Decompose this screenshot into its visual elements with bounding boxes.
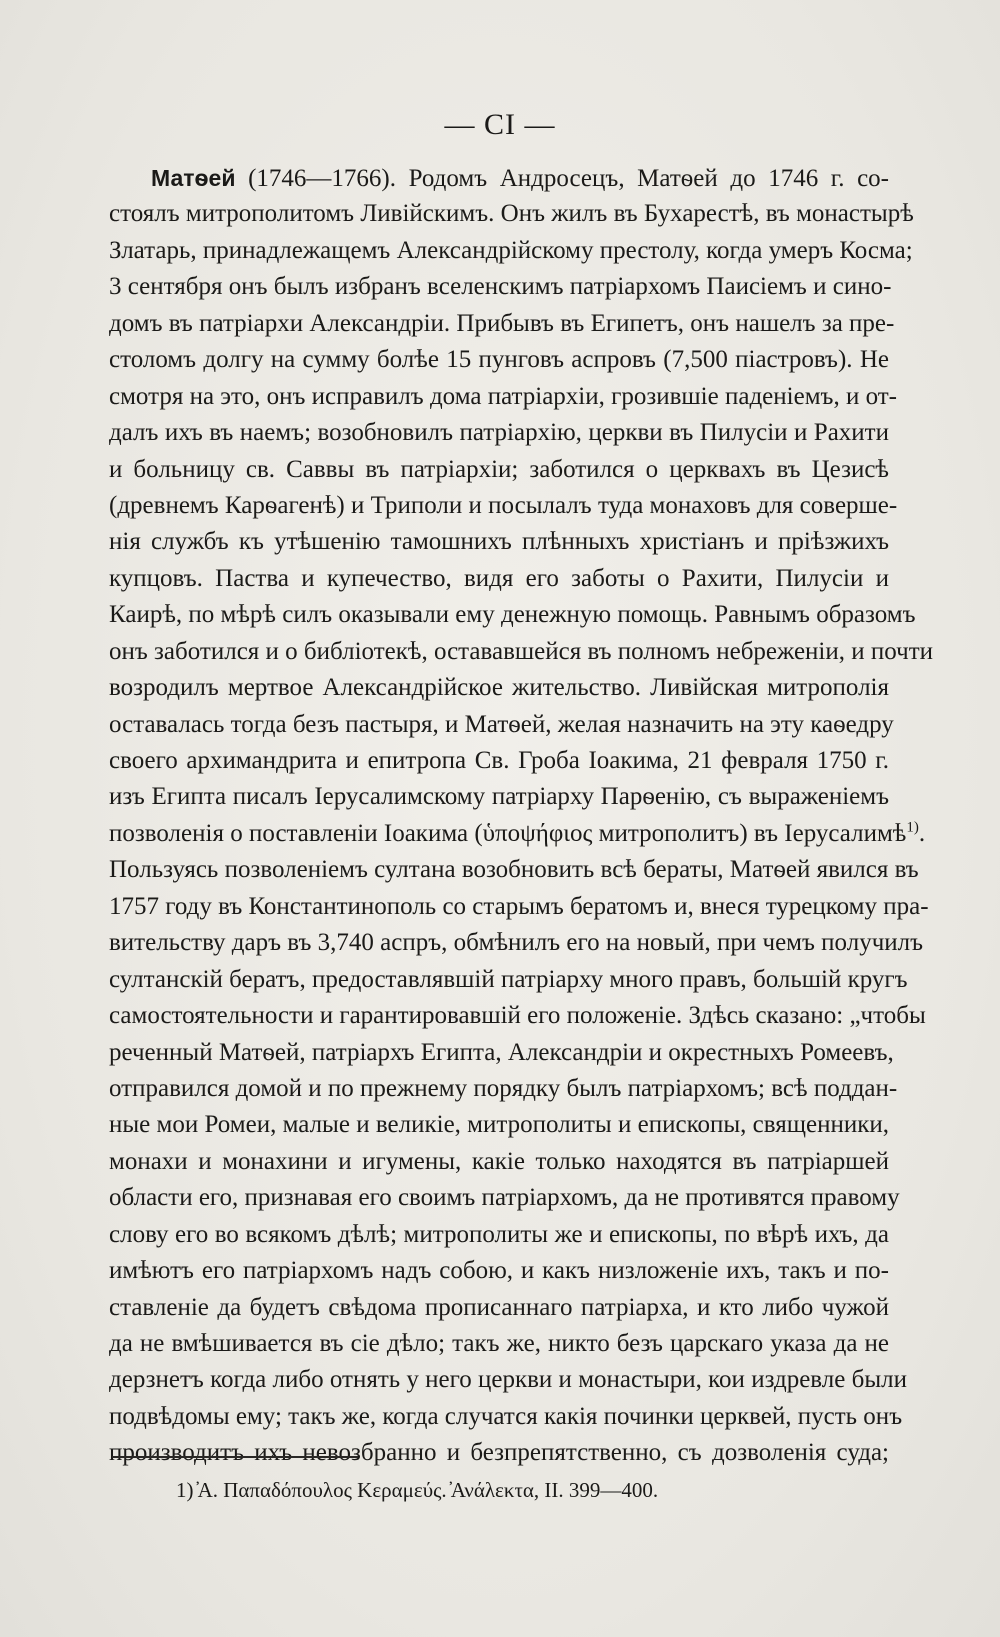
text-line: производитъ ихъ невозбранно и безпрепятственно, съ дозволенія суда; — [109, 1439, 889, 1467]
text-line: далъ ихъ въ наемъ; возобновилъ патріархію, церкви въ Пилусіи и Рахити — [109, 419, 889, 447]
text-line: Златарь, принадлежащемъ Александрійскому престолу, когда умеръ Косма; — [109, 236, 913, 264]
text-line: да не вмѣшивается въ сіе дѣло; такъ же, никто безъ царскаго указа да не — [109, 1330, 889, 1357]
text-line: слову его во всякомъ дѣлѣ; митрополиты же и епископы, по вѣрѣ ихъ, да — [109, 1220, 889, 1248]
text-line: реченный Матѳей, патріархъ Египта, Александріи и окрестныхъ Ромеевъ, — [109, 1038, 894, 1066]
text-line: онъ заботился и о библіотекѣ, остававшейся въ полномъ небреженіи, и почти — [109, 637, 933, 665]
page-number: — CI — — [444, 108, 556, 141]
text-line: 1757 году въ Константинополь со старымъ бератомъ и, внеся турецкому пра- — [109, 892, 929, 920]
text-line: дерзнетъ когда либо отнять у него церкви и монастыри, кои издревле были — [109, 1366, 907, 1394]
text-line: нія службъ къ утѣшенію тамошнихъ плѣнныхъ христіанъ и пріѣзжихъ — [109, 528, 889, 556]
text-line: области его, признавая его своимъ патріархомъ, да не противятся правому — [109, 1184, 900, 1212]
text-line: смотря на это, онъ исправилъ дома патріархіи, грозившіе паденіемъ, и от- — [109, 382, 897, 410]
footnote: 1) ̓Α. Παπαδόπουλος Κεραμεύς. ̓Ανάλεκτα, II. 399—400. — [176, 1478, 659, 1502]
body-text — [109, 160, 933, 1472]
text-line: монахи и монахини и игумены, какіе только находятся въ патріаршей — [109, 1147, 889, 1175]
text-line: столомъ долгу на сумму болѣе 15 пунговъ аспровъ (7,500 піастровъ). Не — [109, 346, 889, 374]
text-line: и больницу св. Саввы въ патріархіи; заботился о церквахъ въ Цезисѣ — [109, 455, 889, 483]
footnote-divider — [112, 1456, 358, 1458]
text-line: Пользуясь позволеніемъ султана возобновить всѣ бераты, Матѳей явился въ — [109, 856, 919, 884]
text-line: купцовъ. Паства и купечество, видя его заботы о Рахити, Пилусіи и — [109, 564, 889, 592]
text-line: своего архимандрита и епитропа Св. Гроба Іоакима, 21 февраля 1750 г. — [109, 747, 889, 774]
text-line: имѣютъ его патріархомъ надъ собою, и какъ низложеніе ихъ, такъ и по- — [109, 1257, 889, 1285]
text-line: позволенія о поставленіи Іоакима (ὑποψήφιος митрополитъ) въ Іерусалимѣ$^{1)}$. — [109, 819, 926, 847]
text-line: Каирѣ, по мѣрѣ силъ оказывали ему денежную помощь. Равнымъ образомъ — [109, 601, 916, 629]
text-line: 3 сентября онъ былъ избранъ вселенскимъ патріархомъ Паисіемъ и сино- — [109, 273, 892, 301]
text-line: отправился домой и по прежнему порядку былъ патріархомъ; всѣ поддан- — [109, 1074, 898, 1102]
text-line: (древнемъ Карѳагенѣ) и Триполи и посылалъ туда монаховъ для соверше- — [109, 491, 898, 519]
lead-name: Матѳей — [151, 165, 236, 191]
text-line: домъ въ патріархи Александріи. Прибывъ въ Египетъ, онъ нашелъ за пре- — [109, 309, 895, 337]
footnote-marker[interactable]: 1) — [906, 819, 919, 836]
text-line: ставленіе да будетъ свѣдома прописаннаго патріарха, и кто либо чужой — [109, 1293, 889, 1321]
text-line: оставалась тогда безъ пастыря, и Матѳей, желая назначить на эту каѳедру — [109, 710, 894, 738]
text-line: подвѣдомы ему; такъ же, когда случатся какія починки церквей, пусть онъ — [109, 1402, 903, 1430]
text-line: возродилъ мертвое Александрійское жительство. Ливійская митрополія — [109, 674, 889, 702]
text-line: стоялъ митрополитомъ Ливійскимъ. Онъ жилъ въ Бухарестѣ, въ монастырѣ — [109, 200, 914, 228]
text-line: ные мои Ромеи, малые и великіе, митрополиты и епископы, священники, — [109, 1111, 889, 1139]
text-line: Матѳей (1746—1766). Родомъ Андросецъ, Матѳей до 1746 г. со- — [151, 165, 890, 192]
text-line: самостоятельности и гарантировавшій его положеніе. Здѣсь сказано: „чтобы — [109, 1002, 926, 1030]
text-line: изъ Египта писалъ Іерусалимскому патріарху Парѳенію, съ выраженіемъ — [109, 783, 889, 811]
text-line: султанскій бератъ, предоставлявшій патріарху много правъ, большій кругъ — [109, 965, 908, 993]
text-line: вительству даръ въ 3,740 аспръ, обмѣнилъ его на новый, при чемъ получилъ — [109, 929, 924, 957]
